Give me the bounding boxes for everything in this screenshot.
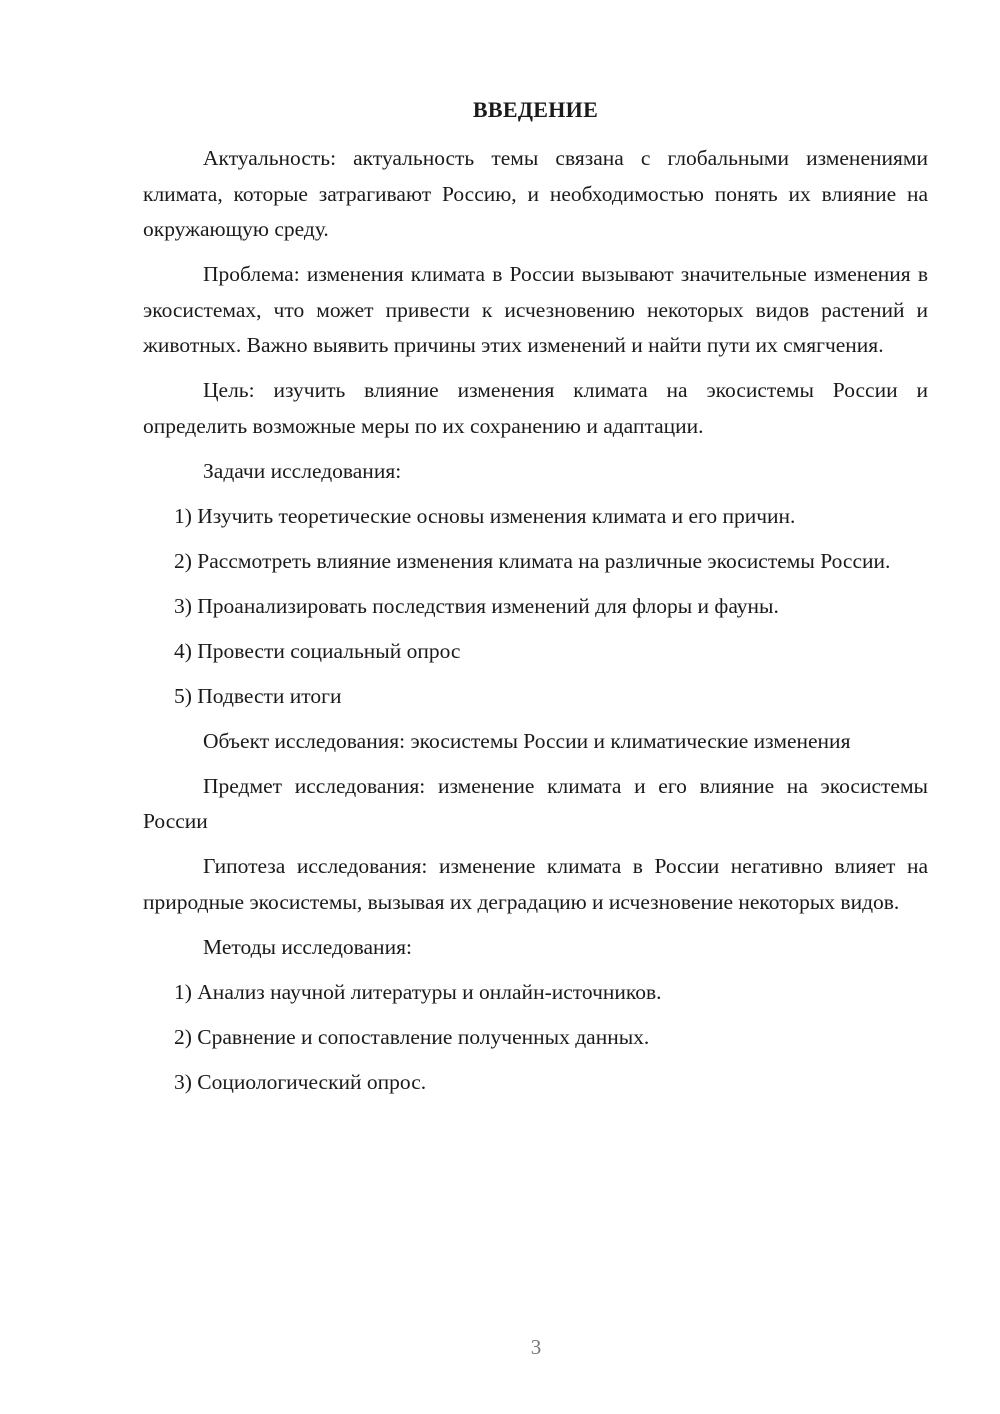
section-title: ВВЕДЕНИЕ: [472, 97, 599, 122]
method-item: 3) Социологический опрос.: [174, 1069, 427, 1094]
method-item: 2) Сравнение и сопоставление полученных данных.: [174, 1024, 650, 1049]
document-page: [143, 92, 928, 1110]
relevance-paragraph: Актуальность: актуальность темы связана с глобальными изменениями климата, которые затрагивают Россию, и необходимостью понять их влияние на окружающую среду.: [143, 146, 928, 241]
page-number: 3: [530, 1335, 542, 1359]
task-item: 1) Изучить теоретические основы изменения климата и его причин.: [174, 503, 796, 528]
task-item: 5) Подвести итоги: [174, 683, 342, 708]
tasks-heading: Задачи исследования:: [203, 458, 402, 483]
goal-paragraph: Цель: изучить влияние изменения климата на экосистемы России и определить возможные меры по их сохранению и адаптации.: [143, 378, 928, 438]
method-item: 1) Анализ научной литературы и онлайн-источников.: [174, 979, 662, 1004]
task-item: 3) Проанализировать последствия изменений для флоры и фауны.: [174, 593, 779, 618]
subject-paragraph: Предмет исследования: изменение климата и его влияние на экосистемы России: [143, 773, 928, 833]
problem-paragraph: Проблема: изменения климата в России вызывают значительные изменения в экосистемах, что может привести к исчезновению некоторых видов растений и животных. Важно выявить причины этих изменений и найти пути их смягчения.: [143, 262, 928, 357]
methods-heading: Методы исследования:: [203, 934, 412, 959]
object-paragraph: Объект исследования: экосистемы России и климатические изменения: [203, 728, 851, 753]
task-item: 2) Рассмотреть влияние изменения климата на различные экосистемы России.: [174, 548, 891, 573]
task-item: 4) Провести социальный опрос: [174, 638, 461, 663]
hypothesis-paragraph: Гипотеза исследования: изменение климата в России негативно влияет на природные экосистемы, вызывая их деградацию и исчезновение некоторых видов.: [143, 854, 928, 914]
